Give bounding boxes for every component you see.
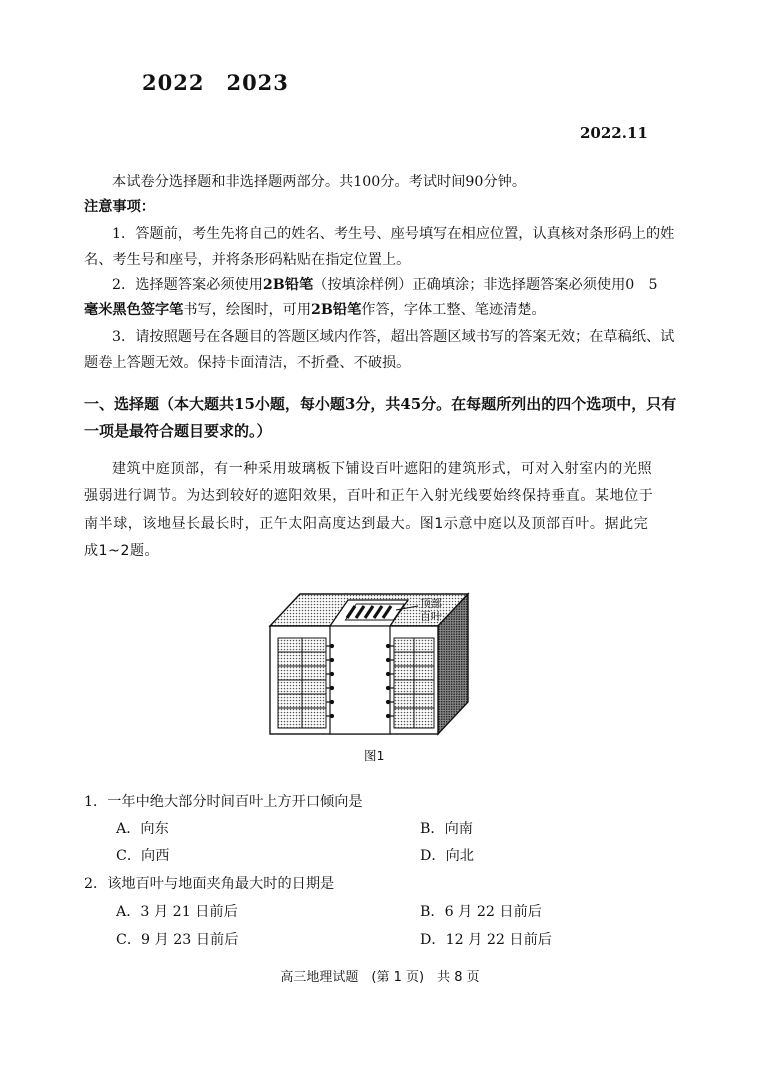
notice-item-2-pencil-2: 2B铅笔 xyxy=(311,302,362,318)
notice-item-2-line-1 xyxy=(112,273,658,297)
year-end: 2023 xyxy=(226,70,289,95)
stem-line-2: 强弱进行调节。为达到较好的遮阳效果，百叶和正午入射光线要始终保持垂直。某地位于 xyxy=(84,488,654,504)
stem-line-4: 成1~2题。 xyxy=(84,543,160,559)
exam-date: 2022.11 xyxy=(580,124,648,142)
notice-item-2-text-a: 2．选择题答案必须使用 xyxy=(112,277,263,293)
intro-text: 本试卷分选择题和非选择题两部分。共100分。考试时间90分钟。 xyxy=(112,174,527,190)
question-2-option-b: B．6 月 22 日前后 xyxy=(420,904,542,920)
question-2-option-c: C．9 月 23 日前后 xyxy=(116,932,239,948)
notice-item-2-line-2 xyxy=(84,298,546,322)
question-1-stem: 1．一年中绝大部分时间百叶上方开口倾向是 xyxy=(84,794,363,810)
stem-line-3: 南半球，该地昼长最长时，正午太阳高度达到最大。图1示意中庭以及顶部百叶。据此完 xyxy=(84,516,649,532)
notice-item-2-text-d: 作答，字体工整、笔迹清楚。 xyxy=(361,302,546,318)
notice-item-2-text-b: 书写，绘图时，可用 xyxy=(183,302,312,318)
notice-item-1-line-1: 1．答题前，考生先将自己的姓名、考生号、座号填写在相应位置，认真核对条形码上的姓 xyxy=(112,226,675,242)
figure-label-line-2: 百叶 xyxy=(420,610,442,623)
page-footer: 高三地理试题 (第 1 页) 共 8 页 xyxy=(280,970,480,985)
section-1-heading-line-2: 一项是最符合题目要求的。） xyxy=(84,422,272,440)
section-1-heading-line-1: 一、选择题（本大题共15小题，每小题3分，共45分。在每题所列出的四个选项中，只有 xyxy=(84,395,677,413)
question-2-option-d: D．12 月 22 日前后 xyxy=(420,932,552,948)
notice-item-2-text-c: （按填涂样例）正确填涂；非选择题答案必须使用0 5 xyxy=(313,277,658,293)
stem-line-1: 建筑中庭顶部，有一种采用玻璃板下铺设百叶遮阳的建筑形式，可对入射室内的光照 xyxy=(112,461,653,477)
question-1-option-b: B．向南 xyxy=(420,821,473,837)
atrium-void xyxy=(330,626,390,734)
notice-item-2-pen: 毫米黑色签字笔 xyxy=(84,302,184,318)
figure-label-line-1: 顶部 xyxy=(420,597,442,610)
question-1-option-a: A．向东 xyxy=(116,821,169,837)
year-start: 2022 xyxy=(142,70,205,95)
notice-item-2-pencil: 2B铅笔 xyxy=(262,277,314,293)
notice-heading: 注意事项： xyxy=(84,199,155,215)
question-1-option-d: D．向北 xyxy=(420,848,474,864)
question-1-option-c: C．向西 xyxy=(116,848,170,864)
question-2-option-a: A．3 月 21 日前后 xyxy=(116,904,238,920)
notice-item-3-line-2: 题卷上答题无效。保持卡面清洁，不折叠、不破损。 xyxy=(84,355,411,371)
figure-1-atrium-diagram xyxy=(268,588,478,738)
figure-1-caption: 图1 xyxy=(364,748,385,763)
exam-title xyxy=(142,70,311,95)
notice-item-1-line-2: 名、考生号和座号，并将条形码粘贴在指定位置上。 xyxy=(84,252,411,268)
question-2-stem: 2．该地百叶与地面夹角最大时的日期是 xyxy=(84,876,335,892)
right-floors xyxy=(394,638,434,728)
notice-item-3-line-1: 3．请按照题号在各题目的答题区域内作答，超出答题区域书写的答案无效；在草稿纸、试 xyxy=(112,329,675,345)
left-floors xyxy=(278,638,326,728)
